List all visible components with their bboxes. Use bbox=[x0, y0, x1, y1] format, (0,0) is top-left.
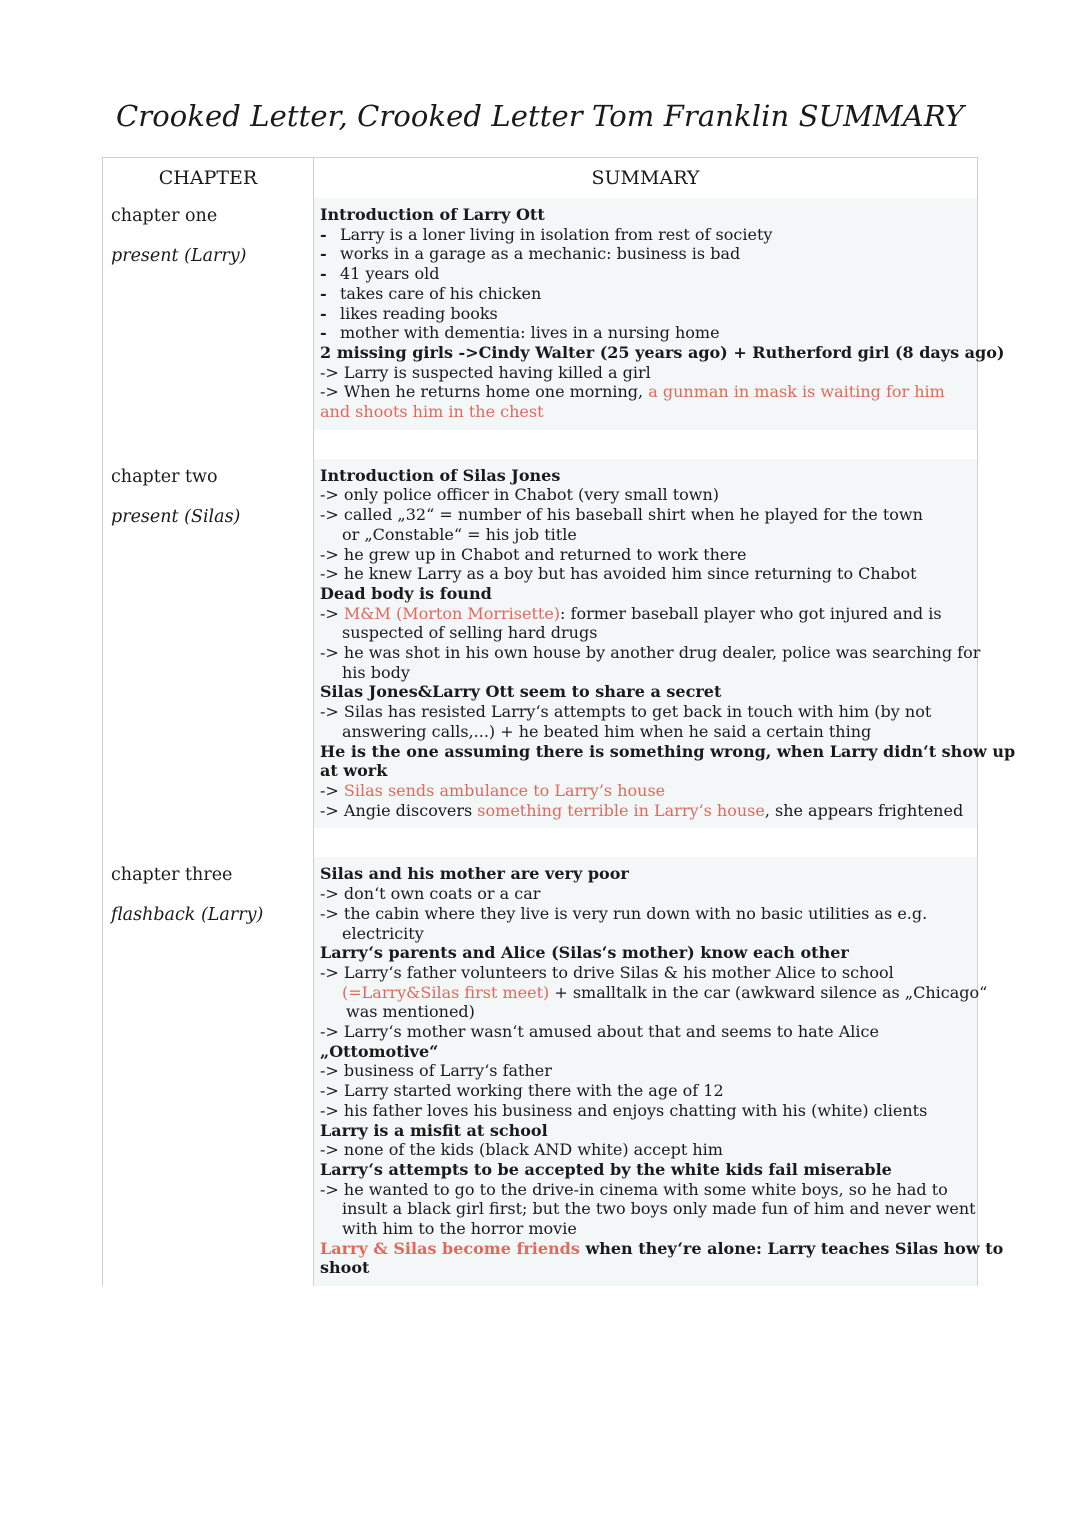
bullet-dash-icon: - bbox=[320, 303, 327, 323]
text-segment: -> don‘t own coats or a car bbox=[320, 884, 541, 904]
summary-line bbox=[320, 884, 971, 904]
summary-heading bbox=[320, 864, 971, 884]
text-segment: -> Larry started working there with the age of 12 bbox=[320, 1081, 724, 1101]
text-segment: his body bbox=[342, 662, 410, 682]
highlighted-text: a gunman in mask is waiting for him bbox=[648, 382, 945, 402]
summary-line bbox=[320, 363, 971, 383]
summary-line bbox=[320, 323, 971, 343]
text-segment: -> called „32“ = number of his baseball shirt when he played for the town bbox=[320, 505, 923, 525]
bullet-dash-icon: - bbox=[320, 224, 327, 244]
text-segment: with him to the horror movie bbox=[342, 1219, 577, 1239]
summary-line bbox=[320, 402, 971, 422]
table-row bbox=[103, 459, 978, 829]
text-segment: -> Larry‘s mother wasn‘t amused about that and seems to hate Alice bbox=[320, 1022, 879, 1042]
text-segment: Larry is a misfit at school bbox=[320, 1120, 548, 1140]
highlighted-text: and shoots him in the chest bbox=[320, 402, 544, 422]
summary-line bbox=[320, 1180, 971, 1200]
summary-line bbox=[320, 1101, 971, 1121]
text-segment: , she appears frightened bbox=[764, 800, 964, 820]
summary-line bbox=[320, 904, 971, 924]
summary-heading bbox=[320, 682, 971, 702]
table-header-row bbox=[103, 158, 978, 199]
highlighted-text: Silas sends ambulance to Larry’s house bbox=[343, 780, 666, 800]
summary-line bbox=[320, 1061, 971, 1081]
summary-heading bbox=[320, 1160, 971, 1180]
summary-line bbox=[320, 781, 971, 801]
summary-line bbox=[320, 225, 971, 245]
summary-line bbox=[320, 525, 971, 545]
summary-heading bbox=[320, 466, 971, 486]
row-spacer bbox=[103, 828, 978, 857]
summary-line bbox=[320, 304, 971, 324]
text-segment: insult a black girl first; but the two boys only made fun of him and never went bbox=[342, 1199, 976, 1219]
summary-heading bbox=[320, 741, 1016, 762]
chapter-name: chapter three bbox=[111, 865, 233, 886]
summary-column-header: SUMMARY bbox=[314, 158, 978, 199]
text-segment: 2 missing girls ->Cindy Walter (25 years ago) + Rutherford girl (8 days ago) bbox=[320, 342, 1005, 362]
summary-heading bbox=[320, 1042, 971, 1062]
text-segment: -> Angie discovers bbox=[320, 800, 478, 820]
highlighted-text: (=Larry&Silas first meet) bbox=[342, 982, 550, 1002]
chapter-column-header: CHAPTER bbox=[103, 158, 314, 199]
summary-line bbox=[320, 382, 971, 402]
summary-line bbox=[320, 1022, 971, 1042]
chapter-cell bbox=[103, 857, 314, 1286]
chapter-name: chapter two bbox=[111, 466, 218, 487]
summary-cell bbox=[314, 857, 1004, 1286]
text-segment: -> Silas has resisted Larry‘s attempts to get back in touch with him (by not bbox=[320, 702, 932, 722]
summary-line bbox=[320, 982, 988, 1003]
summary-line bbox=[320, 604, 971, 624]
summary-heading bbox=[320, 1121, 971, 1141]
chapter-cell bbox=[103, 198, 314, 430]
bullet-dash-icon: - bbox=[320, 244, 327, 264]
summary-line bbox=[320, 722, 971, 742]
chapter-perspective: present (Larry) bbox=[111, 246, 247, 266]
text-segment: -> he grew up in Chabot and returned to work there bbox=[320, 544, 747, 564]
text-segment: Larry‘s attempts to be accepted by the white kids fail miserable bbox=[320, 1159, 892, 1179]
text-segment: -> his father loves his business and enjoys chatting with his (white) clients bbox=[320, 1100, 928, 1120]
text-segment: Dead body is found bbox=[320, 583, 492, 603]
summary-line bbox=[320, 1002, 971, 1022]
summary-line bbox=[320, 1219, 971, 1239]
text-segment: answering calls,...) + he beated him when he said a certain thing bbox=[342, 721, 872, 741]
summary-line bbox=[320, 564, 971, 584]
text-segment: -> he knew Larry as a boy but has avoided him since returning to Chabot bbox=[320, 564, 917, 584]
summary-line bbox=[320, 702, 971, 722]
summary-line bbox=[320, 663, 971, 683]
summary-heading bbox=[320, 342, 1005, 363]
summary-line bbox=[320, 643, 981, 663]
summary-line bbox=[320, 963, 971, 983]
text-segment: -> the cabin where they live is very run down with no basic utilities as e.g. bbox=[320, 903, 928, 923]
text-segment: works in a garage as a mechanic: business is bad bbox=[340, 244, 741, 264]
summary-line bbox=[320, 1199, 976, 1219]
text-segment: -> Larry is suspected having killed a girl bbox=[320, 362, 651, 382]
text-segment: mother with dementia: lives in a nursing home bbox=[340, 323, 720, 343]
summary-heading bbox=[320, 943, 971, 963]
summary-line bbox=[320, 623, 971, 643]
summary-heading bbox=[320, 1258, 971, 1278]
highlighted-text: M&M (Morton Morrisette) bbox=[343, 603, 561, 623]
text-segment: -> none of the kids (black AND white) accept him bbox=[320, 1140, 723, 1160]
text-segment: was mentioned) bbox=[346, 1002, 475, 1022]
summary-line bbox=[320, 924, 971, 944]
text-segment: electricity bbox=[342, 923, 424, 943]
chapter-perspective: present (Silas) bbox=[111, 506, 241, 527]
chapter-name: chapter one bbox=[111, 206, 218, 226]
summary-line bbox=[320, 505, 971, 525]
text-segment: Silas Jones&Larry Ott seem to share a secret bbox=[320, 682, 722, 702]
table-row bbox=[103, 198, 978, 430]
bullet-dash-icon: - bbox=[320, 283, 327, 303]
row-spacer bbox=[103, 430, 978, 459]
text-segment: -> Larry‘s father volunteers to drive Silas & his mother Alice to school bbox=[320, 962, 894, 982]
table-body bbox=[103, 198, 1016, 1286]
text-segment: shoot bbox=[320, 1258, 370, 1278]
text-segment: 41 years old bbox=[340, 264, 440, 284]
text-segment: Introduction of Silas Jones bbox=[320, 465, 561, 485]
chapter-perspective: flashback (Larry) bbox=[111, 905, 264, 926]
text-segment: „Ottomotive“ bbox=[320, 1041, 439, 1061]
chapter-cell bbox=[103, 459, 314, 829]
summary-heading bbox=[320, 761, 971, 781]
summary-heading bbox=[320, 584, 971, 604]
text-segment: -> bbox=[320, 780, 344, 800]
text-segment: Larry is a loner living in isolation from rest of society bbox=[340, 224, 773, 244]
text-segment: at work bbox=[320, 761, 388, 781]
summary-line bbox=[320, 801, 971, 821]
summary-heading bbox=[320, 205, 971, 225]
summary-cell bbox=[314, 459, 1016, 829]
summary-heading bbox=[320, 1238, 1004, 1259]
highlighted-text: something terrible in Larry‘s house bbox=[477, 800, 765, 820]
text-segment: : former baseball player who got injured and is bbox=[560, 603, 942, 623]
bullet-dash-icon: - bbox=[320, 323, 327, 343]
text-segment: likes reading books bbox=[340, 303, 498, 323]
summary-line bbox=[320, 545, 971, 565]
text-segment: Larry‘s parents and Alice (Silas‘s mother) know each other bbox=[320, 943, 849, 963]
bullet-dash-icon: - bbox=[320, 264, 327, 284]
text-segment: or „Constable“ = his job title bbox=[342, 524, 577, 544]
text-segment: -> When he returns home one morning, bbox=[320, 382, 649, 402]
summary-line bbox=[320, 284, 971, 304]
text-segment: He is the one assuming there is something wrong, when Larry didn‘t show up bbox=[320, 741, 1016, 761]
page-title: Crooked Letter, Crooked Letter Tom Franklin SUMMARY bbox=[115, 99, 964, 133]
table-row bbox=[103, 857, 978, 1286]
text-segment: Introduction of Larry Ott bbox=[320, 205, 545, 224]
text-segment: takes care of his chicken bbox=[340, 283, 542, 303]
summary-line bbox=[320, 1081, 971, 1101]
highlighted-text: Larry & Silas become friends bbox=[320, 1238, 580, 1258]
text-segment: -> only police officer in Chabot (very small town) bbox=[320, 485, 720, 505]
text-segment: suspected of selling hard drugs bbox=[342, 623, 598, 643]
summary-table bbox=[102, 157, 1016, 1286]
summary-line bbox=[320, 264, 971, 284]
text-segment: + smalltalk in the car (awkward silence as „Chicago“ bbox=[549, 982, 988, 1002]
text-segment: -> he wanted to go to the drive-in cinema with some white boys, so he had to bbox=[320, 1179, 948, 1199]
text-segment: -> he was shot in his own house by another drug dealer, police was searching for bbox=[320, 643, 981, 663]
text-segment: Silas and his mother are very poor bbox=[320, 864, 629, 884]
text-segment: when they‘re alone: Larry teaches Silas how to bbox=[579, 1238, 1004, 1258]
summary-cell bbox=[314, 198, 1005, 430]
summary-line bbox=[320, 485, 971, 505]
text-segment: -> bbox=[320, 603, 344, 623]
text-segment: -> business of Larry‘s father bbox=[320, 1061, 552, 1081]
summary-line bbox=[320, 1140, 971, 1160]
summary-line bbox=[320, 244, 971, 264]
